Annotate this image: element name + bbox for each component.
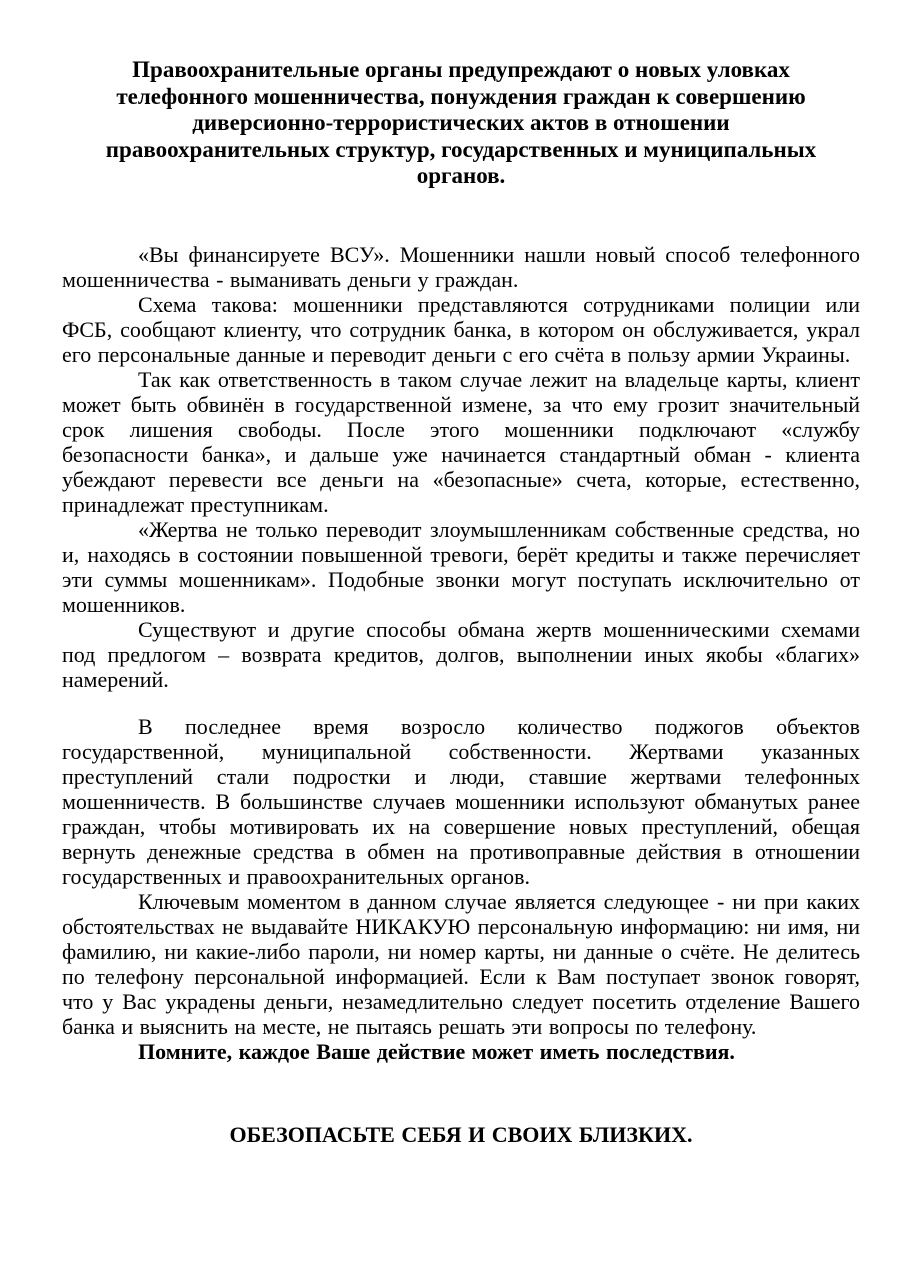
paragraph-other-schemes: Существуют и другие способы обмана жертв мошенническими схемами под предлогом – возврата кредитов, долгов, выполнении иных якобы «благих» намерений. — [62, 616, 860, 692]
paragraph-fraud-threat: Так как ответственность в таком случае лежит на владельце карты, клиент может быть обвинён в государственной измене, за что ему грозит значительный срок лишения свободы. После этого мошенники подключают «службу безопасности банка», и дальше уже начинается стандартный обман - клиента убеждают перевести все деньги на «безопасные» счета, которые, естественно, принадлежат преступникам. — [62, 366, 860, 517]
paragraph-key-advice: Ключевым моментом в данном случае является следующее - ни при каких обстоятельствах не выдавайте НИКАКУЮ персональную информацию: ни имя, ни фамилию, ни какие-либо пароли, ни номер карты, ни данные о счёте. Не делитесь по телефону персональной информацией. Если к Вам поступает звонок говорят, что у Вас украдены деньги, незамедлительно следует посетить отделение Вашего банка и выяснить на месте, не пытаясь решать эти вопросы по телефону. — [62, 888, 860, 1039]
paragraph-fraud-scheme: Схема такова: мошенники представляются сотрудниками полиции или ФСБ, сообщают клиенту, что сотрудник банка, в котором он обслуживается, украл его персональные данные и переводит деньги с его счёта в пользу армии Украины. — [62, 291, 860, 367]
paragraph-fraud-intro: «Вы финансируете ВСУ». Мошенники нашли новый способ телефонного мошенничества - выманивать деньги у граждан. — [62, 241, 860, 292]
paragraph-victim-quote: «Жертва не только переводит злоумышленникам собственные средства, но и, находясь в состоянии повышенной тревоги, берёт кредиты и также перечисляет эти суммы мошенникам». Подобные звонки могут поступать исключительно от мошенников. — [62, 516, 860, 617]
document-title: Правоохранительные органы предупреждают о новых уловках телефонного мошенничества, понуждения граждан к совершению диверсионно-террористических актов в отношении правоохранительных структур, государственных и муниципальных органов. — [105, 57, 817, 188]
document-body — [62, 242, 860, 1148]
closing-line: ОБЕЗОПАСЬТЕ СЕБЯ И СВОИХ БЛИЗКИХ. — [229, 1121, 693, 1147]
bold-reminder: Помните, каждое Ваше действие может иметь последствия. — [138, 1038, 735, 1064]
paragraph-arson-warning: В последнее время возросло количество поджогов объектов государственной, муниципальной собственности. Жертвами указанных преступлений стали подростки и люди, ставшие жертвами телефонных мошенничеств. В большинстве случаев мошенники используют обманутых ранее граждан, чтобы мотивировать их на совершение новых преступлений, обещая вернуть денежные средства в обмен на противоправные действия в отношении государственных и правоохранительных органов. — [62, 713, 860, 889]
